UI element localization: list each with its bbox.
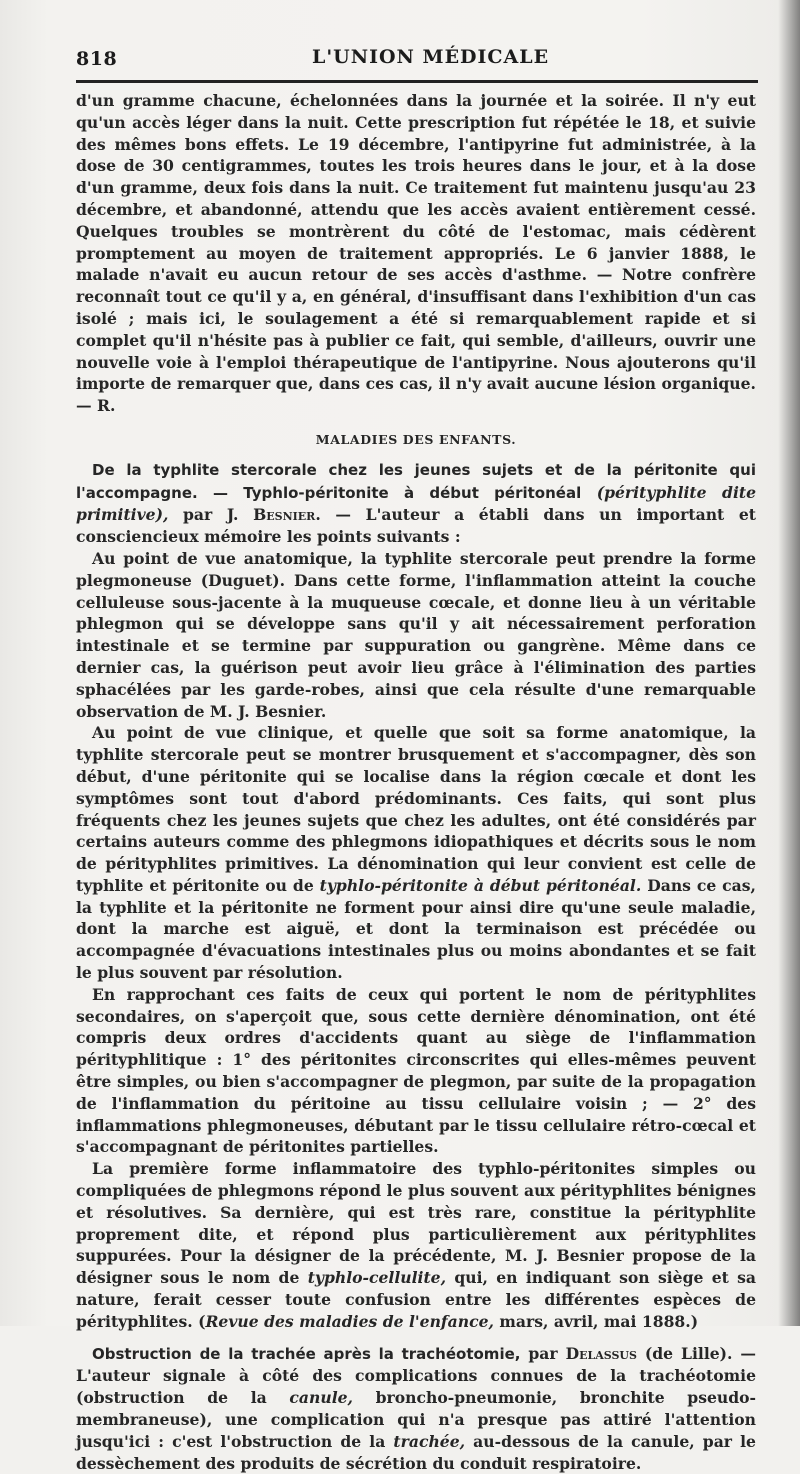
article-text: broncho-pneumonie, bronchite pseudo-membraneuse), une complication qui n'a presque pas attiré l'attention jusqu'ici : c'est l'obstruction de la [76,1388,757,1451]
article-text: L'auteur signale à côté des complications connues de la trachéotomie (obstruction de la [76,1366,756,1408]
article-italic-term: canule, [289,1388,353,1408]
article-text: qui, en indiquant son siège et sa nature, ferait cesser toute confusion entre les différentes espèces de pérityphlites. ( [76,1268,757,1331]
article-title: De la typhlite stercorale chez les jeunes sujets et de la péritonite qui l'accompagne. — Typhlo-péritonite à début péritonéal [76,460,756,502]
article-text: Dans ce cas, la typhlite et la péritonite ne forment pour ainsi dire qu'une seule maladie, dont la marche est aiguë, et dont la terminaison est précédée ou accompagnée d'évacuations intestinales plus ou moins abondantes et se fait le plus souvent par résolution. [76,875,756,983]
header-rule [76,80,758,83]
article-paragraph [76,1158,756,1332]
article-text: Au point de vue clinique, et quelle que soit sa forme anatomique, la typhlite stercorale peut se montrer brusquement et s'accompagner, dès son début, d'une péritonite qui se localise dans la région cœcale et dont les symptômes sont tout d'abord prédominants. Ces faits, qui sont plus fréquents chez les jeunes sujets que chez les adultes, ont été considérés par certains auteurs comme des phlegmons idiopathiques et décrits sous le nom de pérityphlites primitives. La dénomination qui leur convient est celle de typhlite et péritonite ou de [76,723,756,895]
article-reference: Revue des maladies de l'enfance, [205,1311,494,1331]
article-paragraph [76,722,756,984]
body-text [76,90,756,1474]
article-text: mars, avril, mai 1888.) [499,1311,699,1331]
article-typhlite-lead [76,459,756,548]
article-by: par [183,505,213,525]
opening-paragraph: d'un gramme chacune, échelonnées dans la journée et la soirée. Il n'y eut qu'un accès léger dans la nuit. Cette prescription fut répétée le 18, et suivie des mêmes bons effets. Le 19 décembre, l'antipyrine fut administrée, à la dose de 30 centigrammes, toutes les trois heures dans le jour, et à la dose d'un gramme, deux fois dans la nuit. Ce traitement fut maintenu jusqu'au 23 décembre, et abandonné, attendu que les accès avaient entièrement cessé. Quelques troubles se montrèrent du côté de l'estomac, mais cédèrent promptement au moyen de traitement appropriés. Le 6 janvier 1888, le malade n'avait eu aucun retour de ses accès d'asthme. — Notre confrère reconnaît tout ce qu'il y a, en général, d'insuffisant dans l'exhibition d'un cas isolé ; mais ici, le soulagement a été si remarquablement rapide et si complet qu'il n'hésite pas à publier ce fait, qui semble, d'ailleurs, ouvrir une nouvelle voie à l'emploi thérapeutique de l'antipyrine. Nous ajouterons qu'il importe de remarquer que, dans ces cas, il n'y avait aucune lésion organique. — R. [76,91,756,416]
article-italic-term: typhlo-péritonite à début péritonéal. [319,875,642,895]
article-author: J. Besnier. [226,505,321,525]
section-heading: MALADIES DES ENFANTS. [315,431,517,447]
article-italic-term: trachée, [393,1431,466,1451]
article-text: La première forme inflammatoire des typhlo-péritonites simples ou compliquées de phlegmons répond le plus souvent aux pérityphlites bénignes et résolutives. Sa dernière, qui est très rare, constitue la pérityphlite proprement dite, et répond plus particulièrement aux pérityphlites suppurées. Pour la désigner de la précédente, M. J. Besnier propose de la désigner sous le nom de [76,1159,756,1288]
article-by: par [528,1343,558,1363]
article-intro: — L'auteur a établi dans un important et consciencieux mémoire les points suivants : [76,505,756,547]
page-header [76,44,760,78]
article-italic-term: typhlo-cellulite, [307,1268,447,1288]
page-number: 818 [76,48,118,70]
running-head: L'UNION MÉDICALE [312,46,550,68]
article-text: au-dessous de la canule, par le dessèchement des produits de sécrétion du conduit respiratoire. [76,1431,756,1473]
article-paragraph: En rapprochant ces faits de ceux qui portent le nom de pérityphlites secondaires, on s'aperçoit que, sous cette dernière dénomination, ont été compris deux ordres d'accidents quant au siège de l'inflammation pérityphlitique : 1° des péritonites circonscrites qui elles-mêmes peuvent être simples, ou bien s'accompagner de plegmon, par suite de la propagation de l'inflammation du péritoine au tissu cellulaire voisin ; — 2° des inflammations phlegmoneuses, débutant par le tissu cellulaire rétro-cœcal et s'accompagnant de péritonites partielles. [76,984,756,1157]
article-obstruction [76,1343,756,1474]
article-title-italic: (pérityphlite dite primitive), [76,482,756,525]
page-edge-shadow [778,0,800,1326]
article-author: Delassus [565,1343,637,1363]
article-place: (de Lille). — [644,1343,756,1363]
article-paragraph: Au point de vue anatomique, la typhlite stercorale peut prendre la forme plegmoneuse (Duguet). Dans cette forme, l'inflammation atteint la couche celluleuse sous-jacente à la muqueuse cœcale, et donne lieu à un véritable phlegmon qui se développe sans qu'il y ait nécessairement perforation intestinale et se termine par suppuration ou gangrène. Même dans ce dernier cas, la guérison peut avoir lieu grâce à l'élimination des parties sphacélées par les garde-robes, ainsi que cela résulte d'une remarquable observation de M. J. Besnier. [76,548,756,721]
article-title: Obstruction de la trachée après la trachéotomie, [92,1344,521,1363]
